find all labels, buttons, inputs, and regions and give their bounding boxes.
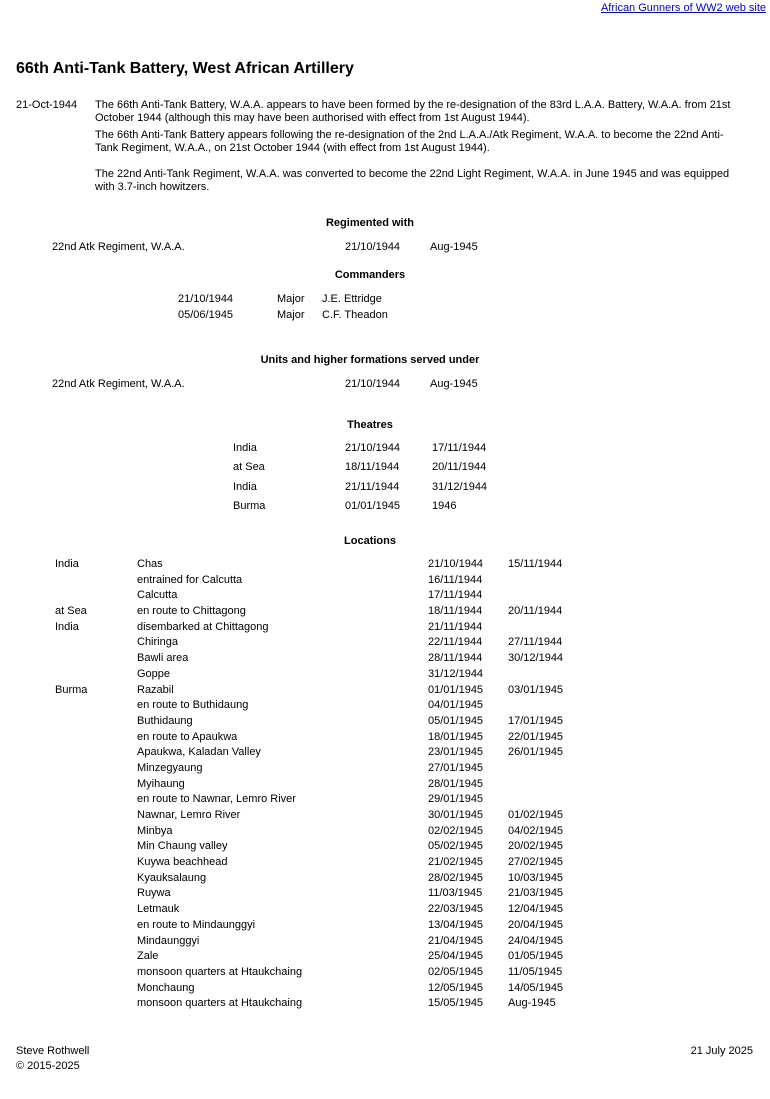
date-from: 18/11/1944 (345, 461, 400, 474)
location-place: Kyauksalaung (137, 871, 207, 884)
table-row (0, 652, 770, 668)
date-from: 17/11/1944 (428, 589, 483, 602)
table-row (0, 309, 770, 325)
intro-paragraphs (95, 99, 745, 198)
date-from: 11/03/1945 (428, 887, 483, 900)
date-to: 31/12/1944 (432, 480, 488, 493)
intro-date: 21-Oct-1944 (16, 99, 78, 111)
date-from: 27/01/1945 (428, 761, 484, 774)
table-row (0, 605, 770, 621)
date-to: 03/01/1945 (508, 683, 564, 696)
commander-rank: Major (277, 309, 305, 321)
date-to: 27/02/1945 (508, 856, 564, 869)
table-row (0, 872, 770, 888)
location-place: en route to Nawnar, Lemro River (137, 793, 296, 806)
location-theatre: India (55, 558, 79, 570)
date-from: 30/01/1945 (428, 809, 484, 821)
section-heading-regimented-with: Regimented with (325, 217, 414, 229)
date-to: 17/11/1944 (432, 442, 487, 454)
location-place: en route to Buthidaung (137, 699, 249, 712)
location-place: Kuywa beachhead (137, 856, 228, 869)
location-place: Apaukwa, Kaladan Valley (137, 746, 261, 759)
table-row (0, 442, 770, 461)
table-row (0, 558, 770, 574)
date-from: 21/10/1944 (428, 558, 484, 570)
date-from: 25/04/1945 (428, 950, 484, 963)
date-to: 14/05/1945 (508, 981, 564, 994)
table-row (0, 762, 770, 778)
date-from: 02/05/1945 (428, 965, 484, 978)
date-to: 12/04/1945 (508, 903, 564, 916)
footer-author: Steve Rothwell (16, 1045, 90, 1057)
table-row (0, 500, 770, 519)
date-from: 22/03/1945 (428, 903, 484, 916)
location-place: Myihaung (137, 777, 185, 790)
location-place: en route to Apaukwa (137, 730, 238, 743)
section-heading-theatres: Theatres (347, 419, 393, 431)
location-place: Buthidaung (137, 714, 193, 727)
location-place: Minbya (137, 824, 173, 837)
table-row (0, 966, 770, 982)
date-from: 28/02/1945 (428, 871, 484, 884)
section-heading-commanders: Commanders (334, 269, 406, 281)
table-row (0, 699, 770, 715)
date-to: Aug-1945 (430, 378, 478, 390)
table-row (0, 746, 770, 762)
table-row (0, 636, 770, 652)
date-to: 04/02/1945 (508, 824, 564, 837)
date-from: 28/11/1944 (428, 652, 483, 665)
table-row (0, 574, 770, 590)
table-row (0, 982, 770, 998)
table-row (0, 589, 770, 605)
table-row (0, 481, 770, 500)
commander-name: C.F. Theadon (322, 309, 388, 321)
location-place: Goppe (137, 667, 171, 680)
date-to: 20/04/1945 (508, 918, 564, 931)
section-heading-units-served-under: Units and higher formations served under (260, 354, 480, 366)
commander-date: 05/06/1945 (178, 309, 234, 321)
location-place: Mindaunggyi (137, 934, 200, 947)
date-from: 01/01/1945 (345, 499, 401, 512)
commander-date: 21/10/1944 (178, 293, 234, 305)
table-row (0, 684, 770, 700)
table-row (0, 378, 770, 394)
table-row (0, 668, 770, 684)
date-from: 21/10/1944 (345, 442, 401, 454)
date-from: 02/02/1945 (428, 824, 484, 837)
date-to: 11/05/1945 (508, 965, 563, 978)
date-to: Aug-1945 (508, 997, 556, 1010)
location-place: monsoon quarters at Htaukchaing (137, 997, 303, 1010)
commander-name: J.E. Ettridge (322, 293, 382, 305)
date-to: 10/03/1945 (508, 871, 564, 884)
date-from: 15/05/1945 (428, 997, 484, 1010)
date-to: 21/03/1945 (508, 887, 564, 900)
table-row (0, 715, 770, 731)
regimented-with-table (0, 241, 770, 257)
date-from: 05/02/1945 (428, 840, 484, 853)
date-to: Aug-1945 (430, 241, 478, 253)
theatre-name: India (233, 480, 257, 493)
table-row (0, 293, 770, 309)
location-place: disembarked at Chittagong (137, 620, 269, 633)
date-from: 04/01/1945 (428, 699, 484, 712)
date-from: 21/02/1945 (428, 856, 484, 869)
table-row (0, 778, 770, 794)
table-row (0, 840, 770, 856)
date-from: 16/11/1944 (428, 573, 483, 586)
location-place: en route to Chittagong (137, 605, 246, 618)
location-place: Minzegyaung (137, 761, 203, 774)
date-to: 20/11/1944 (508, 605, 563, 618)
date-from: 01/01/1945 (428, 683, 484, 696)
table-row (0, 887, 770, 903)
table-row (0, 997, 770, 1013)
footer-date: 21 July 2025 (690, 1045, 753, 1057)
commanders-table (0, 293, 770, 325)
intro-paragraph: The 66th Anti-Tank Battery, W.A.A. appears to have been formed by the re-designation of the 83rd L.A.A. Battery, W.A.A. from 21st October 1944 (although this may have been authorised with effect from 1st August 1944). (95, 99, 731, 124)
date-from: 29/01/1945 (428, 793, 484, 806)
date-from: 18/01/1945 (428, 730, 484, 743)
location-place: Chiringa (137, 636, 178, 649)
date-to: 24/04/1945 (508, 934, 564, 947)
intro-paragraph: The 22nd Anti-Tank Regiment, W.A.A. was converted to become the 22nd Light Regiment, W.A.A. in June 1945 and was equipped with 3.7-inch howitzers. (95, 168, 730, 193)
date-from: 28/01/1945 (428, 777, 484, 790)
date-to: 17/01/1945 (508, 714, 564, 727)
table-row (0, 903, 770, 919)
date-from: 21/04/1945 (428, 934, 484, 947)
location-theatre: at Sea (55, 605, 87, 618)
date-to: 30/12/1944 (508, 652, 564, 665)
location-place: Razabil (137, 683, 174, 696)
date-from: 31/12/1944 (428, 667, 484, 680)
footer-copyright: © 2015-2025 (16, 1060, 80, 1072)
table-row (0, 825, 770, 841)
date-from: 18/11/1944 (428, 605, 483, 618)
date-to: 22/01/1945 (508, 730, 564, 743)
locations-table (0, 558, 770, 1013)
location-place: Ruywa (137, 887, 171, 900)
location-place: Min Chaung valley (137, 840, 228, 853)
header-site-link[interactable]: African Gunners of WW2 web site (600, 2, 766, 14)
theatres-table (0, 442, 770, 519)
date-to: 01/05/1945 (508, 950, 564, 963)
date-from: 22/11/1944 (428, 636, 483, 649)
date-to: 20/02/1945 (508, 840, 564, 853)
date-to: 15/11/1944 (508, 558, 563, 570)
location-theatre: Burma (55, 683, 88, 696)
date-to: 1946 (432, 499, 457, 512)
date-from: 23/01/1945 (428, 746, 484, 759)
location-place: Monchaung (137, 981, 195, 994)
date-from: 05/01/1945 (428, 714, 484, 727)
table-row (0, 809, 770, 825)
date-from: 21/10/1944 (345, 241, 401, 253)
location-place: entrained for Calcutta (137, 573, 243, 586)
location-place: monsoon quarters at Htaukchaing (137, 965, 303, 978)
table-row (0, 950, 770, 966)
intro-paragraph: The 66th Anti-Tank Battery appears following the re-designation of the 2nd L.A.A./Atk Regiment, W.A.A. to become the 22nd Anti-Tank Regiment, W.A.A., on 21st October 1944 (with effect from 1st August 1944). (95, 129, 724, 154)
page-title: 66th Anti-Tank Battery, West African Artillery (16, 60, 354, 77)
table-row (0, 461, 770, 480)
theatre-name: at Sea (233, 461, 265, 474)
location-place: Chas (137, 558, 163, 570)
table-row (0, 919, 770, 935)
date-from: 21/10/1944 (345, 378, 401, 390)
table-row (0, 935, 770, 951)
date-to: 01/02/1945 (508, 809, 564, 821)
units-served-under-table (0, 378, 770, 394)
location-place: Letmauk (137, 903, 180, 916)
theatre-name: Burma (233, 499, 266, 512)
location-place: Calcutta (137, 589, 178, 602)
location-place: en route to Mindaunggyi (137, 918, 256, 931)
date-from: 12/05/1945 (428, 981, 484, 994)
date-to: 27/11/1944 (508, 636, 563, 649)
date-from: 21/11/1944 (345, 480, 400, 493)
date-to: 26/01/1945 (508, 746, 564, 759)
table-row (0, 621, 770, 637)
unit-name: 22nd Atk Regiment, W.A.A. (52, 241, 185, 253)
date-from: 21/11/1944 (428, 620, 483, 633)
location-place: Nawnar, Lemro River (137, 809, 241, 821)
table-row (0, 793, 770, 809)
table-row (0, 731, 770, 747)
location-place: Bawli area (137, 652, 189, 665)
location-theatre: India (55, 620, 79, 633)
date-to: 20/11/1944 (432, 461, 487, 474)
unit-name: 22nd Atk Regiment, W.A.A. (52, 378, 185, 390)
table-row (0, 241, 770, 257)
theatre-name: India (233, 442, 257, 454)
table-row (0, 856, 770, 872)
section-heading-locations: Locations (344, 535, 396, 547)
date-from: 13/04/1945 (428, 918, 484, 931)
location-place: Zale (137, 950, 159, 963)
commander-rank: Major (277, 293, 305, 305)
